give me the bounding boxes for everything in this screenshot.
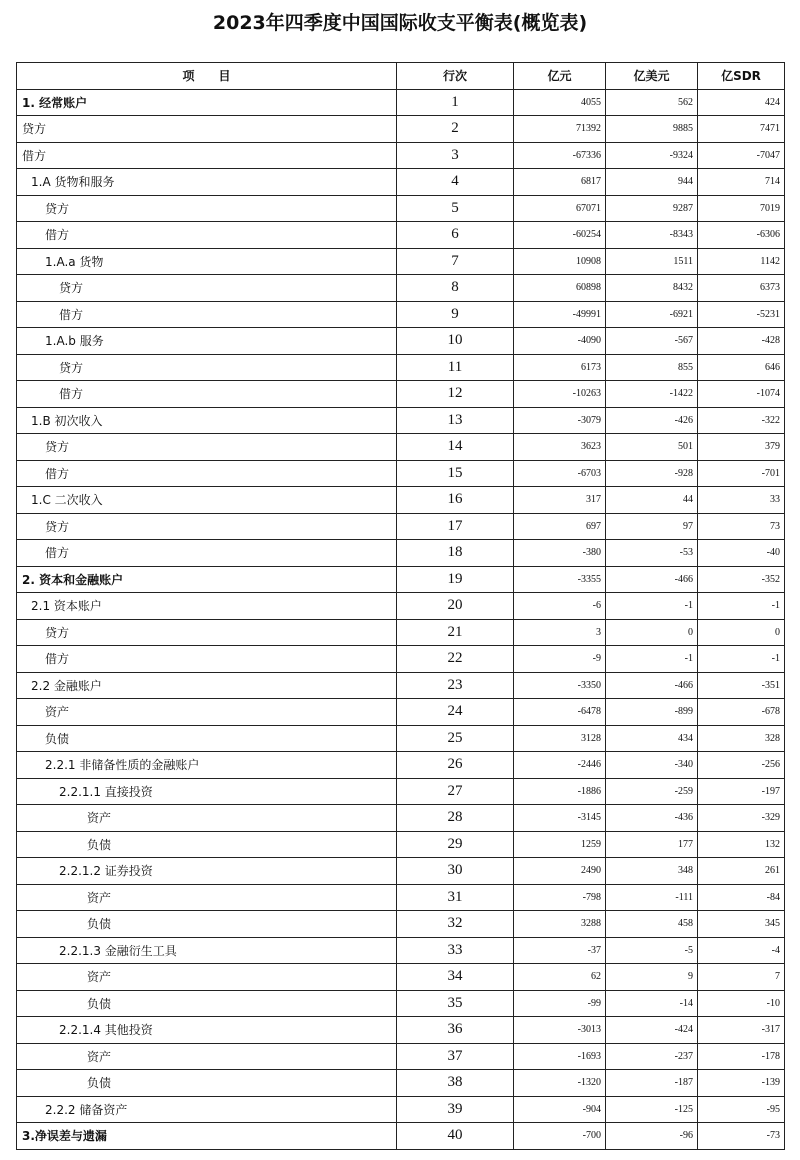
row-number: 7 bbox=[397, 248, 514, 275]
value-cny: 317 bbox=[514, 487, 606, 514]
value-sdr: -197 bbox=[698, 778, 785, 805]
value-sdr: 7 bbox=[698, 964, 785, 991]
row-number: 22 bbox=[397, 646, 514, 673]
value-usd: 434 bbox=[606, 725, 698, 752]
value-usd: -928 bbox=[606, 460, 698, 487]
table-row bbox=[17, 911, 785, 938]
row-number: 33 bbox=[397, 937, 514, 964]
value-cny: 6817 bbox=[514, 169, 606, 196]
value-sdr: -1 bbox=[698, 646, 785, 673]
value-sdr: -5231 bbox=[698, 301, 785, 328]
table-row bbox=[17, 328, 785, 355]
table-row bbox=[17, 275, 785, 302]
row-number: 34 bbox=[397, 964, 514, 991]
value-usd: -1 bbox=[606, 593, 698, 620]
value-sdr: 33 bbox=[698, 487, 785, 514]
value-cny: -4090 bbox=[514, 328, 606, 355]
value-sdr: -139 bbox=[698, 1070, 785, 1097]
value-usd: -1422 bbox=[606, 381, 698, 408]
value-usd: -53 bbox=[606, 540, 698, 567]
row-label: 负债 bbox=[17, 831, 397, 858]
row-number: 28 bbox=[397, 805, 514, 832]
row-number: 29 bbox=[397, 831, 514, 858]
table-row bbox=[17, 725, 785, 752]
value-usd: 9885 bbox=[606, 116, 698, 143]
row-label: 资产 bbox=[17, 964, 397, 991]
value-usd: -466 bbox=[606, 672, 698, 699]
value-cny: -6478 bbox=[514, 699, 606, 726]
value-sdr: 714 bbox=[698, 169, 785, 196]
value-sdr: -428 bbox=[698, 328, 785, 355]
value-sdr: -351 bbox=[698, 672, 785, 699]
row-number: 12 bbox=[397, 381, 514, 408]
value-cny: 10908 bbox=[514, 248, 606, 275]
table-row bbox=[17, 248, 785, 275]
row-label: 借方 bbox=[17, 381, 397, 408]
value-sdr: -84 bbox=[698, 884, 785, 911]
value-sdr: -1 bbox=[698, 593, 785, 620]
row-number: 16 bbox=[397, 487, 514, 514]
row-label: 2.2 金融账户 bbox=[17, 672, 397, 699]
row-number: 27 bbox=[397, 778, 514, 805]
value-sdr: -95 bbox=[698, 1096, 785, 1123]
value-sdr: -73 bbox=[698, 1123, 785, 1150]
value-cny: -380 bbox=[514, 540, 606, 567]
value-usd: -8343 bbox=[606, 222, 698, 249]
table-row bbox=[17, 381, 785, 408]
row-label: 1.A 货物和服务 bbox=[17, 169, 397, 196]
table-row bbox=[17, 858, 785, 885]
table-row bbox=[17, 89, 785, 116]
row-number: 9 bbox=[397, 301, 514, 328]
value-sdr: -7047 bbox=[698, 142, 785, 169]
value-cny: -60254 bbox=[514, 222, 606, 249]
table-row bbox=[17, 752, 785, 779]
value-usd: -259 bbox=[606, 778, 698, 805]
row-label: 1.A.b 服务 bbox=[17, 328, 397, 355]
table-row bbox=[17, 434, 785, 461]
page-title: 2023年四季度中国国际收支平衡表(概览表) bbox=[212, 12, 588, 34]
value-sdr: -6306 bbox=[698, 222, 785, 249]
value-sdr: -178 bbox=[698, 1043, 785, 1070]
row-number: 19 bbox=[397, 566, 514, 593]
value-cny: -49991 bbox=[514, 301, 606, 328]
table-row bbox=[17, 1096, 785, 1123]
value-cny: -3079 bbox=[514, 407, 606, 434]
value-sdr: -701 bbox=[698, 460, 785, 487]
value-sdr: 379 bbox=[698, 434, 785, 461]
row-label: 贷方 bbox=[17, 195, 397, 222]
table-row bbox=[17, 566, 785, 593]
balance-of-payments-table bbox=[16, 62, 785, 1150]
value-usd: -340 bbox=[606, 752, 698, 779]
value-cny: -2446 bbox=[514, 752, 606, 779]
table-row bbox=[17, 1017, 785, 1044]
table-row bbox=[17, 540, 785, 567]
value-sdr: 1142 bbox=[698, 248, 785, 275]
value-cny: 4055 bbox=[514, 89, 606, 116]
table-row bbox=[17, 142, 785, 169]
value-usd: -125 bbox=[606, 1096, 698, 1123]
value-cny: 3 bbox=[514, 619, 606, 646]
value-sdr: 132 bbox=[698, 831, 785, 858]
row-number: 40 bbox=[397, 1123, 514, 1150]
row-number: 35 bbox=[397, 990, 514, 1017]
row-number: 37 bbox=[397, 1043, 514, 1070]
table-row bbox=[17, 778, 785, 805]
table-body bbox=[17, 89, 785, 1149]
value-cny: -6703 bbox=[514, 460, 606, 487]
row-label: 1.A.a 货物 bbox=[17, 248, 397, 275]
row-label: 贷方 bbox=[17, 434, 397, 461]
row-label: 负债 bbox=[17, 911, 397, 938]
value-usd: 348 bbox=[606, 858, 698, 885]
value-usd: -5 bbox=[606, 937, 698, 964]
row-number: 21 bbox=[397, 619, 514, 646]
value-sdr: 73 bbox=[698, 513, 785, 540]
value-cny: -67336 bbox=[514, 142, 606, 169]
row-number: 30 bbox=[397, 858, 514, 885]
row-label: 借方 bbox=[17, 460, 397, 487]
row-number: 1 bbox=[397, 89, 514, 116]
row-label: 资产 bbox=[17, 805, 397, 832]
table-row bbox=[17, 407, 785, 434]
value-usd: 1511 bbox=[606, 248, 698, 275]
table-header-row bbox=[17, 63, 785, 90]
table-row bbox=[17, 487, 785, 514]
value-usd: 0 bbox=[606, 619, 698, 646]
value-usd: 9287 bbox=[606, 195, 698, 222]
value-cny: -6 bbox=[514, 593, 606, 620]
value-sdr: 0 bbox=[698, 619, 785, 646]
row-number: 18 bbox=[397, 540, 514, 567]
value-usd: -899 bbox=[606, 699, 698, 726]
value-usd: -14 bbox=[606, 990, 698, 1017]
row-label: 2.2.1.4 其他投资 bbox=[17, 1017, 397, 1044]
row-number: 5 bbox=[397, 195, 514, 222]
row-label: 贷方 bbox=[17, 354, 397, 381]
value-usd: 97 bbox=[606, 513, 698, 540]
row-label: 2.2.1.1 直接投资 bbox=[17, 778, 397, 805]
row-label: 2.2.1 非储备性质的金融账户 bbox=[17, 752, 397, 779]
value-cny: -1693 bbox=[514, 1043, 606, 1070]
row-label: 借方 bbox=[17, 646, 397, 673]
row-number: 3 bbox=[397, 142, 514, 169]
row-label: 2.2.1.2 证券投资 bbox=[17, 858, 397, 885]
table-row bbox=[17, 619, 785, 646]
value-cny: 71392 bbox=[514, 116, 606, 143]
row-number: 4 bbox=[397, 169, 514, 196]
row-label: 借方 bbox=[17, 301, 397, 328]
value-sdr: -10 bbox=[698, 990, 785, 1017]
value-usd: 501 bbox=[606, 434, 698, 461]
table-row bbox=[17, 116, 785, 143]
value-sdr: 646 bbox=[698, 354, 785, 381]
value-sdr: -1074 bbox=[698, 381, 785, 408]
row-number: 13 bbox=[397, 407, 514, 434]
value-usd: -9324 bbox=[606, 142, 698, 169]
value-sdr: -256 bbox=[698, 752, 785, 779]
value-cny: -37 bbox=[514, 937, 606, 964]
value-sdr: -40 bbox=[698, 540, 785, 567]
value-sdr: -4 bbox=[698, 937, 785, 964]
value-usd: 458 bbox=[606, 911, 698, 938]
value-cny: 60898 bbox=[514, 275, 606, 302]
row-number: 2 bbox=[397, 116, 514, 143]
table-row bbox=[17, 1043, 785, 1070]
value-usd: 177 bbox=[606, 831, 698, 858]
table-row bbox=[17, 805, 785, 832]
value-cny: -904 bbox=[514, 1096, 606, 1123]
table-row bbox=[17, 937, 785, 964]
table-row bbox=[17, 672, 785, 699]
header-sdr: 亿SDR bbox=[698, 63, 785, 90]
table-row bbox=[17, 1070, 785, 1097]
row-number: 39 bbox=[397, 1096, 514, 1123]
row-label: 2.2.2 储备资产 bbox=[17, 1096, 397, 1123]
row-label: 1.C 二次收入 bbox=[17, 487, 397, 514]
row-label: 借方 bbox=[17, 540, 397, 567]
table-row bbox=[17, 195, 785, 222]
row-label: 资产 bbox=[17, 884, 397, 911]
row-label: 借方 bbox=[17, 222, 397, 249]
row-label: 贷方 bbox=[17, 619, 397, 646]
value-sdr: 7471 bbox=[698, 116, 785, 143]
row-label: 1. 经常账户 bbox=[17, 89, 397, 116]
value-usd: 944 bbox=[606, 169, 698, 196]
row-label: 资产 bbox=[17, 699, 397, 726]
table-row bbox=[17, 964, 785, 991]
value-usd: -111 bbox=[606, 884, 698, 911]
value-cny: -3145 bbox=[514, 805, 606, 832]
row-label: 1.B 初次收入 bbox=[17, 407, 397, 434]
value-usd: -567 bbox=[606, 328, 698, 355]
value-cny: -10263 bbox=[514, 381, 606, 408]
value-sdr: 424 bbox=[698, 89, 785, 116]
value-sdr: 261 bbox=[698, 858, 785, 885]
row-number: 38 bbox=[397, 1070, 514, 1097]
table-row bbox=[17, 1123, 785, 1150]
row-label: 贷方 bbox=[17, 116, 397, 143]
value-usd: 855 bbox=[606, 354, 698, 381]
row-label: 3.净误差与遗漏 bbox=[17, 1123, 397, 1150]
row-label: 借方 bbox=[17, 142, 397, 169]
table-row bbox=[17, 646, 785, 673]
row-number: 15 bbox=[397, 460, 514, 487]
row-label: 2. 资本和金融账户 bbox=[17, 566, 397, 593]
row-number: 23 bbox=[397, 672, 514, 699]
row-label: 贷方 bbox=[17, 275, 397, 302]
value-cny: 2490 bbox=[514, 858, 606, 885]
value-cny: 67071 bbox=[514, 195, 606, 222]
value-cny: 3128 bbox=[514, 725, 606, 752]
value-usd: -436 bbox=[606, 805, 698, 832]
value-cny: -1886 bbox=[514, 778, 606, 805]
row-label: 资产 bbox=[17, 1043, 397, 1070]
row-number: 11 bbox=[397, 354, 514, 381]
row-number: 31 bbox=[397, 884, 514, 911]
value-sdr: -317 bbox=[698, 1017, 785, 1044]
value-usd: -426 bbox=[606, 407, 698, 434]
value-sdr: 7019 bbox=[698, 195, 785, 222]
row-label: 贷方 bbox=[17, 513, 397, 540]
table-row bbox=[17, 301, 785, 328]
row-number: 24 bbox=[397, 699, 514, 726]
row-label: 2.2.1.3 金融衍生工具 bbox=[17, 937, 397, 964]
value-cny: 1259 bbox=[514, 831, 606, 858]
value-cny: -1320 bbox=[514, 1070, 606, 1097]
row-number: 6 bbox=[397, 222, 514, 249]
value-cny: 697 bbox=[514, 513, 606, 540]
value-usd: -187 bbox=[606, 1070, 698, 1097]
value-sdr: -352 bbox=[698, 566, 785, 593]
row-number: 26 bbox=[397, 752, 514, 779]
row-label: 2.1 资本账户 bbox=[17, 593, 397, 620]
header-usd: 亿美元 bbox=[606, 63, 698, 90]
row-number: 20 bbox=[397, 593, 514, 620]
table-row bbox=[17, 169, 785, 196]
header-item: 项 目 bbox=[17, 63, 397, 90]
value-sdr: -322 bbox=[698, 407, 785, 434]
value-usd: -1 bbox=[606, 646, 698, 673]
value-usd: -466 bbox=[606, 566, 698, 593]
value-cny: 62 bbox=[514, 964, 606, 991]
value-cny: -99 bbox=[514, 990, 606, 1017]
value-sdr: 328 bbox=[698, 725, 785, 752]
row-number: 17 bbox=[397, 513, 514, 540]
value-usd: 8432 bbox=[606, 275, 698, 302]
table-row bbox=[17, 990, 785, 1017]
value-usd: 44 bbox=[606, 487, 698, 514]
table-row bbox=[17, 699, 785, 726]
value-cny: -9 bbox=[514, 646, 606, 673]
table-row bbox=[17, 831, 785, 858]
table-row bbox=[17, 593, 785, 620]
table-row bbox=[17, 354, 785, 381]
value-cny: 3288 bbox=[514, 911, 606, 938]
row-number: 10 bbox=[397, 328, 514, 355]
row-label: 负债 bbox=[17, 990, 397, 1017]
value-usd: 562 bbox=[606, 89, 698, 116]
row-label: 负债 bbox=[17, 725, 397, 752]
value-cny: -798 bbox=[514, 884, 606, 911]
value-cny: 3623 bbox=[514, 434, 606, 461]
row-number: 8 bbox=[397, 275, 514, 302]
value-usd: 9 bbox=[606, 964, 698, 991]
value-sdr: 6373 bbox=[698, 275, 785, 302]
table-row bbox=[17, 884, 785, 911]
header-row-number: 行次 bbox=[397, 63, 514, 90]
value-sdr: -329 bbox=[698, 805, 785, 832]
value-usd: -96 bbox=[606, 1123, 698, 1150]
row-number: 25 bbox=[397, 725, 514, 752]
row-number: 32 bbox=[397, 911, 514, 938]
value-usd: -6921 bbox=[606, 301, 698, 328]
value-sdr: -678 bbox=[698, 699, 785, 726]
header-cny: 亿元 bbox=[514, 63, 606, 90]
row-label: 负债 bbox=[17, 1070, 397, 1097]
table-row bbox=[17, 460, 785, 487]
value-cny: -3350 bbox=[514, 672, 606, 699]
table-row bbox=[17, 513, 785, 540]
row-number: 36 bbox=[397, 1017, 514, 1044]
value-cny: -700 bbox=[514, 1123, 606, 1150]
value-cny: -3013 bbox=[514, 1017, 606, 1044]
value-usd: -424 bbox=[606, 1017, 698, 1044]
table-row bbox=[17, 222, 785, 249]
value-sdr: 345 bbox=[698, 911, 785, 938]
row-number: 14 bbox=[397, 434, 514, 461]
value-cny: -3355 bbox=[514, 566, 606, 593]
value-usd: -237 bbox=[606, 1043, 698, 1070]
value-cny: 6173 bbox=[514, 354, 606, 381]
